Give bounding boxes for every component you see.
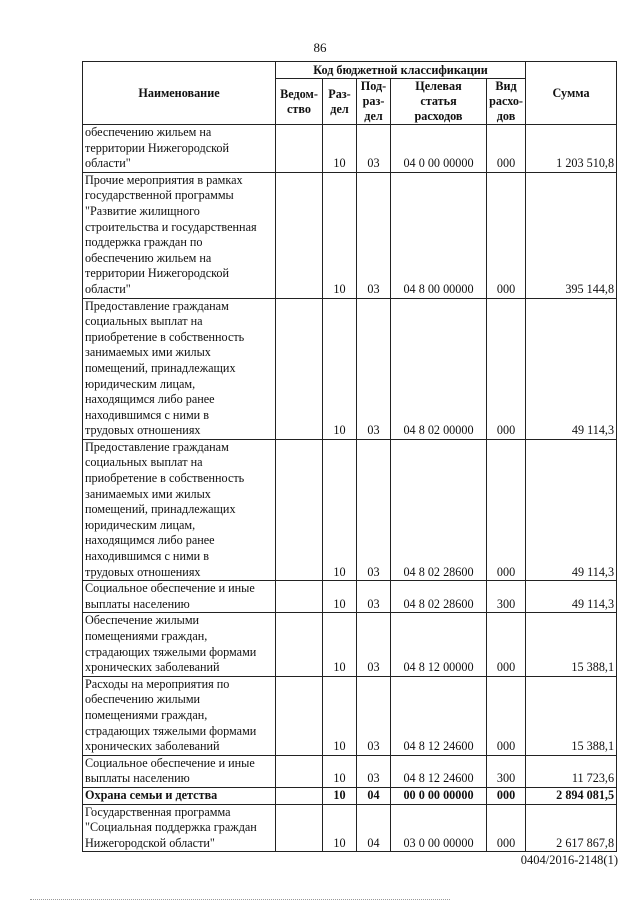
- cell-summa: 15 388,1: [526, 676, 617, 755]
- cell-razdel: 10: [323, 298, 357, 439]
- cell-podrazdel: 03: [357, 125, 391, 173]
- cell-vedomstvo: [276, 755, 323, 787]
- header-name: Наименование: [83, 62, 276, 125]
- cell-vid: 000: [487, 787, 526, 804]
- header-summa: Сумма: [526, 62, 617, 125]
- cell-razdel: 10: [323, 676, 357, 755]
- cell-name: Охрана семьи и детства: [83, 787, 276, 804]
- cell-summa: 1 203 510,8: [526, 125, 617, 173]
- cell-vedomstvo: [276, 581, 323, 613]
- cell-tselevaya: 04 8 00 00000: [391, 172, 487, 298]
- cell-name: Обеспечение жилыми помещениями граждан, страдающих тяжелыми формами хронических заболеваний: [83, 613, 276, 676]
- cell-razdel: 10: [323, 439, 357, 580]
- table-row: [83, 804, 617, 852]
- cell-podrazdel: 04: [357, 787, 391, 804]
- cell-name: Государственная программа "Социальная поддержка граждан Нижегородской области": [83, 804, 276, 852]
- cell-summa: 2 894 081,5: [526, 787, 617, 804]
- cell-podrazdel: 03: [357, 439, 391, 580]
- table-row: [83, 755, 617, 787]
- bottom-divider: [30, 899, 450, 901]
- cell-summa: 2 617 867,8: [526, 804, 617, 852]
- header-code-group: Код бюджетной классификации: [276, 62, 526, 79]
- cell-razdel: 10: [323, 613, 357, 676]
- cell-tselevaya: 04 8 02 00000: [391, 298, 487, 439]
- cell-vedomstvo: [276, 804, 323, 852]
- header-podrazdel: Под- раз- дел: [357, 79, 391, 125]
- cell-tselevaya: 04 8 12 24600: [391, 755, 487, 787]
- cell-vid: 000: [487, 613, 526, 676]
- cell-razdel: 10: [323, 804, 357, 852]
- cell-vid: 300: [487, 755, 526, 787]
- cell-podrazdel: 03: [357, 676, 391, 755]
- cell-name: Предоставление гражданам социальных выплат на приобретение в собственность занимаемых ими жилых помещений, принадлежащих юридическим лицам, находящимся либо ранее находившимся с ними в трудовых отношениях: [83, 298, 276, 439]
- table-row: [83, 125, 617, 173]
- cell-summa: 49 114,3: [526, 298, 617, 439]
- header-vedomstvo: Ведом- ство: [276, 79, 323, 125]
- cell-tselevaya: 03 0 00 00000: [391, 804, 487, 852]
- table-row: [83, 439, 617, 580]
- cell-vedomstvo: [276, 125, 323, 173]
- cell-vid: 000: [487, 804, 526, 852]
- cell-razdel: 10: [323, 172, 357, 298]
- page-number: 86: [313, 40, 327, 55]
- cell-vedomstvo: [276, 787, 323, 804]
- cell-tselevaya: 04 8 02 28600: [391, 439, 487, 580]
- header-tselevaya: Целевая статья расходов: [391, 79, 487, 125]
- cell-vedomstvo: [276, 439, 323, 580]
- cell-podrazdel: 03: [357, 298, 391, 439]
- cell-vedomstvo: [276, 172, 323, 298]
- cell-podrazdel: 04: [357, 804, 391, 852]
- header-vid: Вид расхо- дов: [487, 79, 526, 125]
- budget-table: [82, 61, 617, 852]
- cell-summa: 11 723,6: [526, 755, 617, 787]
- cell-vedomstvo: [276, 613, 323, 676]
- cell-summa: 395 144,8: [526, 172, 617, 298]
- cell-vid: 300: [487, 581, 526, 613]
- cell-podrazdel: 03: [357, 172, 391, 298]
- cell-tselevaya: 04 8 02 28600: [391, 581, 487, 613]
- table-row: [83, 298, 617, 439]
- cell-name: Расходы на мероприятия по обеспечению жилыми помещениями граждан, страдающих тяжелыми формами хронических заболеваний: [83, 676, 276, 755]
- cell-name: Предоставление гражданам социальных выплат на приобретение в собственность занимаемых ими жилых помещений, принадлежащих юридическим лицам, находящимся либо ранее находившимся с ними в трудовых отношениях: [83, 439, 276, 580]
- cell-vid: 000: [487, 125, 526, 173]
- cell-razdel: 10: [323, 755, 357, 787]
- cell-name: Прочие мероприятия в рамках государственной программы "Развитие жилищного строительства и государственная поддержка граждан по обеспечению жильем на территории Нижегородской области": [83, 172, 276, 298]
- cell-vedomstvo: [276, 298, 323, 439]
- cell-summa: 49 114,3: [526, 581, 617, 613]
- table-row: [83, 613, 617, 676]
- table-row: [83, 581, 617, 613]
- cell-vid: 000: [487, 676, 526, 755]
- cell-razdel: 10: [323, 787, 357, 804]
- cell-name: Социальное обеспечение и иные выплаты населению: [83, 581, 276, 613]
- cell-name: Социальное обеспечение и иные выплаты населению: [83, 755, 276, 787]
- table-row: [83, 787, 617, 804]
- cell-vedomstvo: [276, 676, 323, 755]
- cell-name: обеспечению жильем на территории Нижегородской области": [83, 125, 276, 173]
- cell-vid: 000: [487, 298, 526, 439]
- budget-body: [83, 125, 617, 852]
- cell-tselevaya: 00 0 00 00000: [391, 787, 487, 804]
- table-row: [83, 676, 617, 755]
- table-row: [83, 172, 617, 298]
- cell-tselevaya: 04 8 12 24600: [391, 676, 487, 755]
- cell-podrazdel: 03: [357, 581, 391, 613]
- cell-razdel: 10: [323, 581, 357, 613]
- cell-summa: 49 114,3: [526, 439, 617, 580]
- header-razdel: Раз- дел: [323, 79, 357, 125]
- cell-tselevaya: 04 8 12 00000: [391, 613, 487, 676]
- cell-razdel: 10: [323, 125, 357, 173]
- cell-vid: 000: [487, 439, 526, 580]
- cell-podrazdel: 03: [357, 755, 391, 787]
- document-code: 0404/2016-2148(1): [520, 853, 618, 867]
- cell-tselevaya: 04 0 00 00000: [391, 125, 487, 173]
- cell-vid: 000: [487, 172, 526, 298]
- cell-podrazdel: 03: [357, 613, 391, 676]
- cell-summa: 15 388,1: [526, 613, 617, 676]
